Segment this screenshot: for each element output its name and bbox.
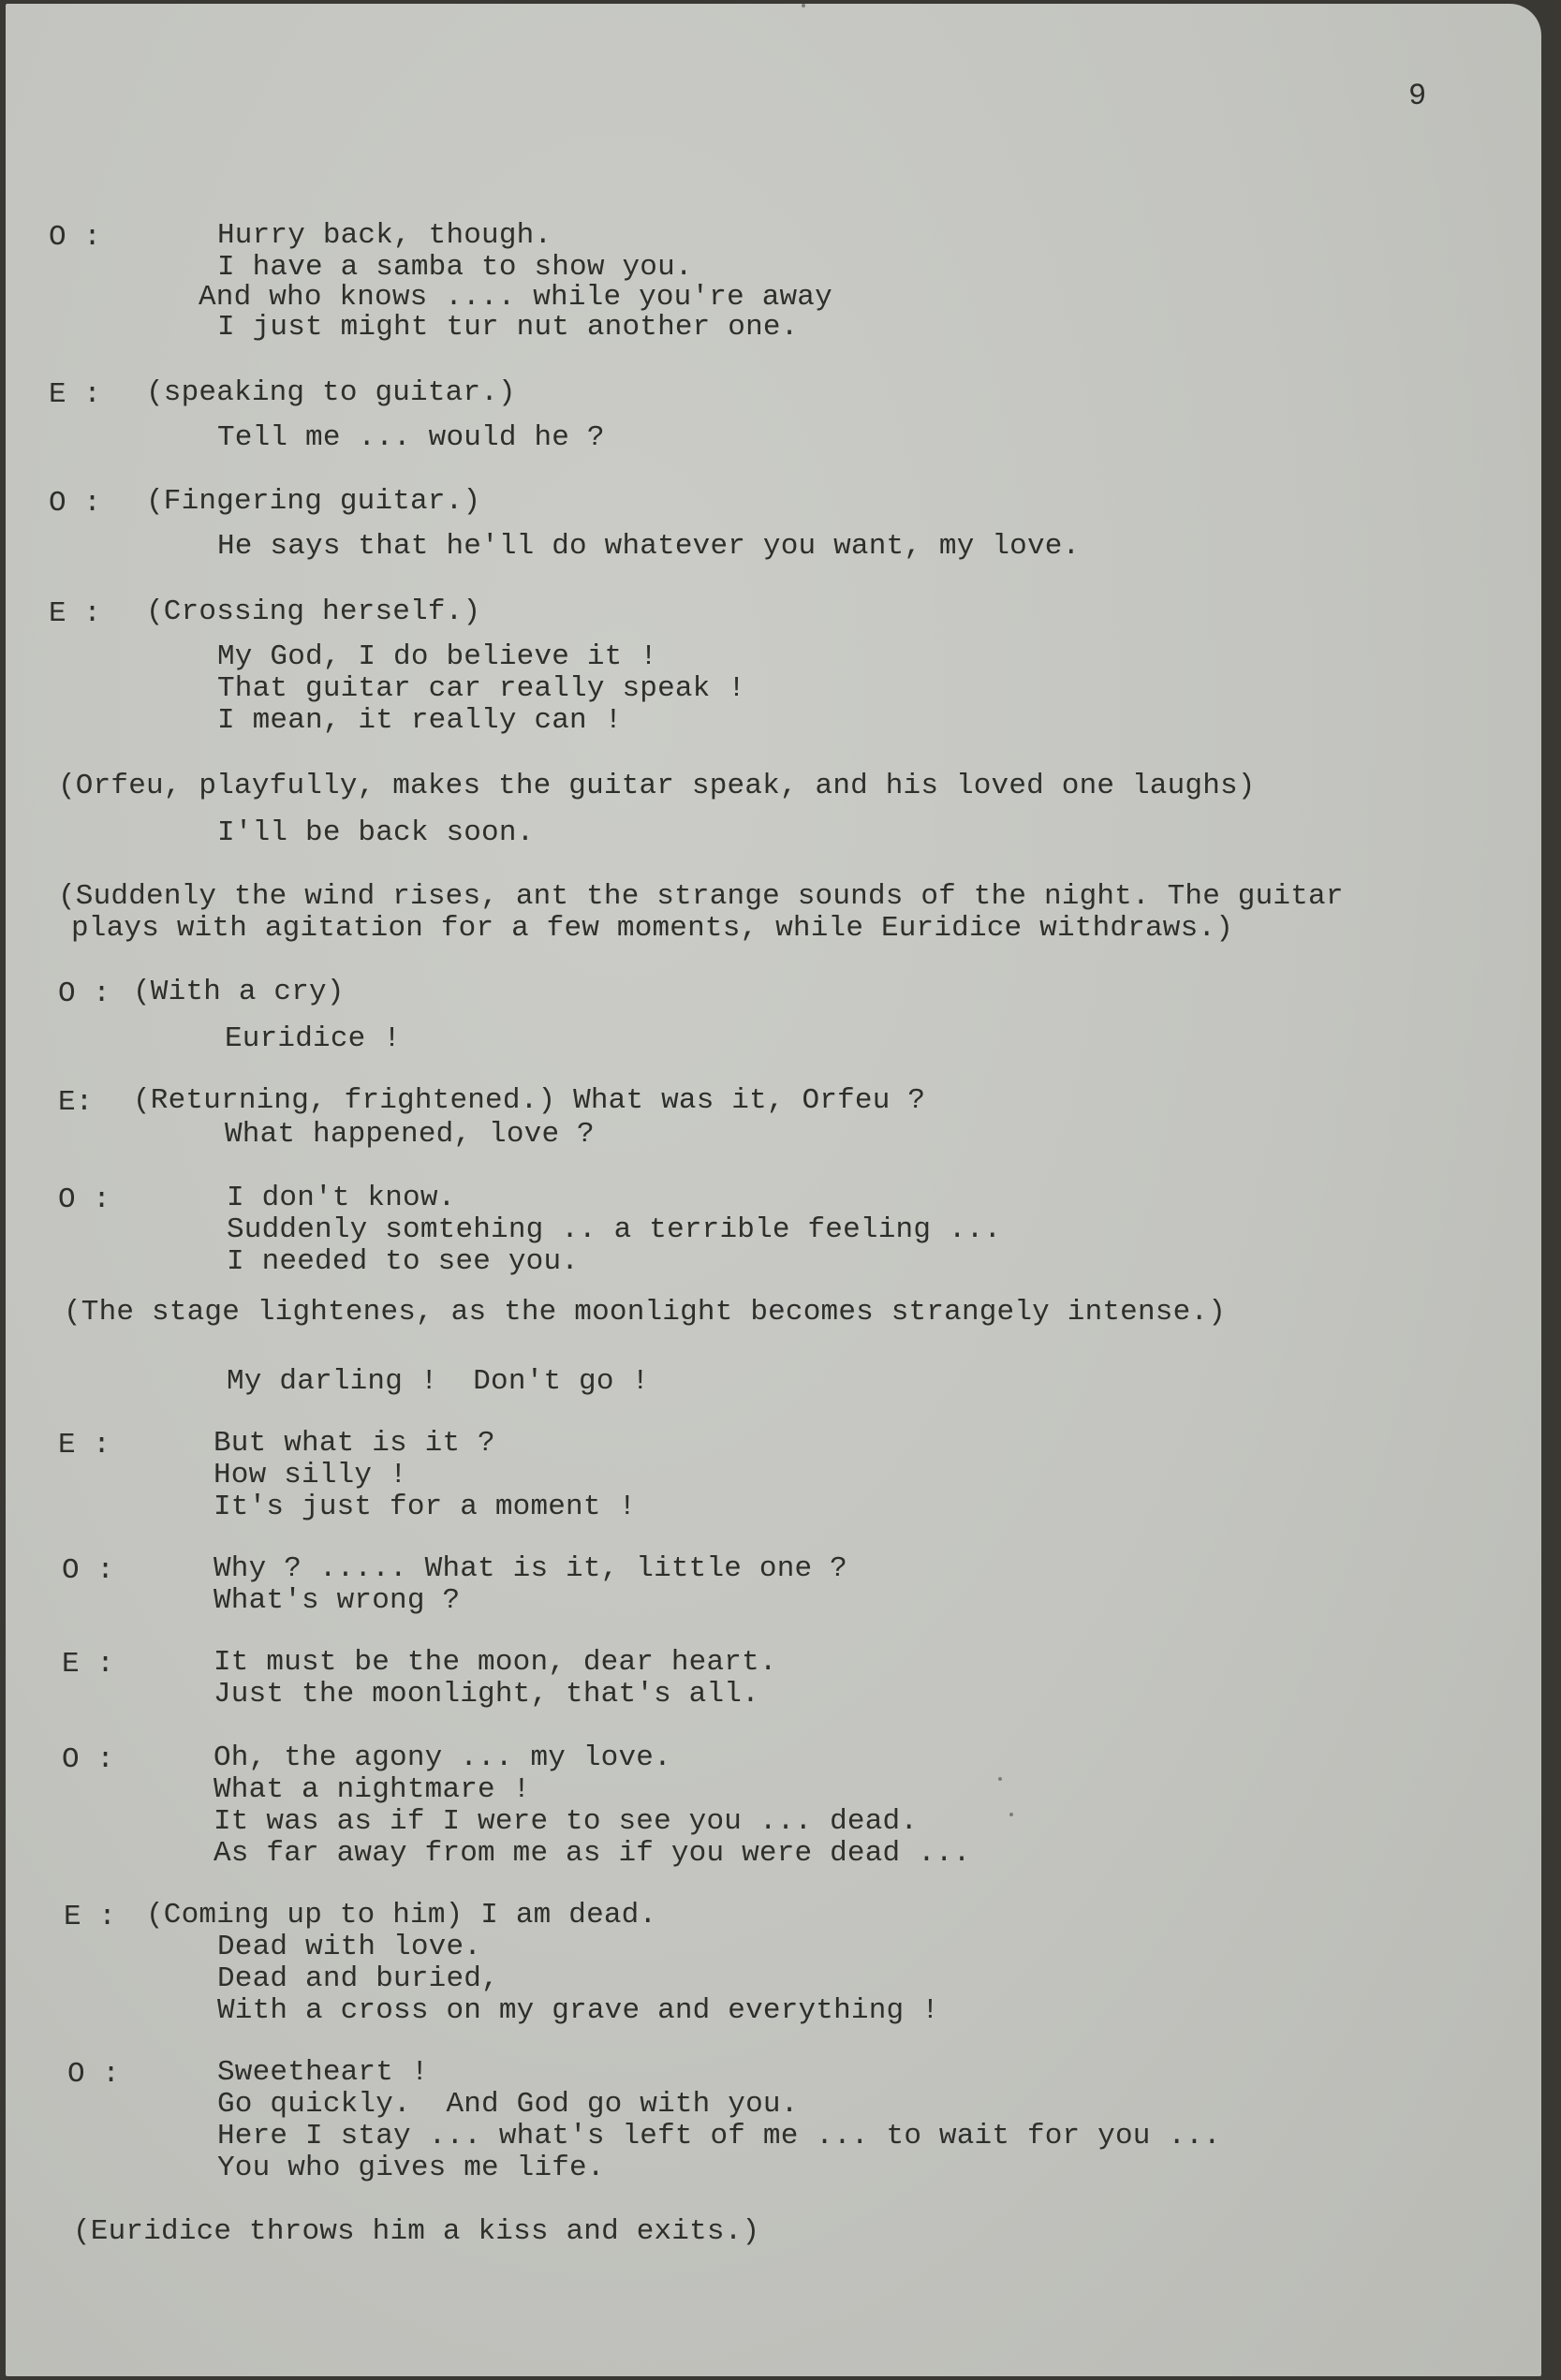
stage-direction: (speaking to guitar.)	[146, 376, 516, 409]
paper-speck	[998, 1777, 1002, 1781]
paper-speck	[1009, 1813, 1013, 1816]
dialogue-line: As far away from me as if you were dead ...	[214, 1837, 971, 1870]
dialogue-line: Just the moonlight, that's all.	[214, 1678, 759, 1711]
dialogue-line: I needed to see you.	[227, 1245, 580, 1278]
stage-direction: (With a cry)	[133, 976, 345, 1008]
dialogue-line: I mean, it really can !	[217, 704, 623, 737]
dialogue-line: That guitar car really speak !	[217, 672, 746, 705]
dialogue-line: What happened, love ?	[225, 1118, 595, 1151]
speaker-label: O :	[49, 221, 101, 254]
dialogue-line: It was as if I were to see you ... dead.	[214, 1805, 919, 1838]
dialogue-line: Tell me ... would he ?	[217, 421, 605, 454]
speaker-label: O :	[58, 977, 110, 1010]
stage-direction: (Returning, frightened.) What was it, Orfeu ?	[133, 1084, 926, 1117]
dialogue-line: It's just for a moment !	[214, 1491, 637, 1523]
typescript-page	[6, 4, 1541, 2376]
speaker-label: O :	[62, 1743, 114, 1776]
speaker-label: E :	[64, 1901, 116, 1933]
stage-direction: (Suddenly the wind rises, ant the strange sounds of the night. The guitar	[58, 880, 1344, 913]
dialogue-line: My darling ! Don't go !	[227, 1365, 650, 1398]
dialogue-line: Hurry back, though.	[217, 219, 552, 252]
dialogue-line: Go quickly. And God go with you.	[217, 2088, 799, 2121]
dialogue-line: Sweetheart !	[217, 2056, 429, 2089]
dialogue-line: Oh, the agony ... my love.	[214, 1741, 671, 1774]
speaker-label: E :	[62, 1648, 114, 1681]
dialogue-line: I have a samba to show you.	[217, 251, 693, 284]
dialogue-line: Here I stay ... what's left of me ... to wait for you ...	[217, 2120, 1221, 2152]
dialogue-line: With a cross on my grave and everything !	[217, 1994, 939, 2027]
dialogue-line: My God, I do believe it !	[217, 640, 658, 673]
dialogue-line: You who gives me life.	[217, 2152, 605, 2184]
dialogue-line: It must be the moon, dear heart.	[214, 1646, 777, 1679]
dialogue-line: How silly !	[214, 1459, 407, 1491]
dialogue-line: Why ? ..... What is it, little one ?	[214, 1552, 847, 1585]
stage-direction: (Coming up to him) I am dead.	[146, 1899, 657, 1932]
stage-direction: (Fingering guitar.)	[146, 485, 481, 518]
speaker-label: O :	[62, 1554, 114, 1587]
dialogue-line: Dead and buried,	[217, 1962, 499, 1995]
dialogue-line: Dead with love.	[217, 1931, 482, 1963]
speaker-label: O :	[49, 487, 101, 520]
dialogue-line: I'll be back soon.	[217, 816, 535, 849]
dialogue-line: What's wrong ?	[214, 1584, 461, 1617]
stage-direction: (Crossing herself.)	[146, 595, 481, 628]
speaker-label: E :	[49, 597, 101, 630]
speaker-label: E:	[58, 1086, 94, 1119]
speaker-label: E :	[49, 378, 101, 411]
paper-speck	[802, 4, 805, 7]
dialogue-line: I just might tur nut another one.	[217, 311, 799, 344]
dialogue-line: Euridice !	[225, 1022, 402, 1055]
speaker-label: O :	[58, 1183, 110, 1216]
speaker-label: E :	[58, 1429, 110, 1462]
stage-direction: plays with agitation for a few moments, while Euridice withdraws.)	[71, 912, 1233, 945]
dialogue-line: He says that he'll do whatever you want, my love.	[217, 530, 1081, 563]
speaker-label: O :	[67, 2058, 120, 2091]
stage-direction: (The stage lightenes, as the moonlight becomes strangely intense.)	[64, 1296, 1226, 1329]
dialogue-line: Suddenly somtehing .. a terrible feeling ...	[227, 1213, 1002, 1246]
dialogue-line: What a nightmare !	[214, 1773, 531, 1806]
stage-direction: (Orfeu, playfully, makes the guitar speak, and his loved one laughs)	[58, 770, 1256, 802]
dialogue-line: I don't know.	[227, 1182, 456, 1214]
page-number: 9	[1408, 79, 1427, 113]
dialogue-line: And who knows .... while you're away	[199, 281, 832, 314]
stage-direction: (Euridice throws him a kiss and exits.)	[73, 2215, 760, 2248]
dialogue-line: But what is it ?	[214, 1427, 495, 1460]
